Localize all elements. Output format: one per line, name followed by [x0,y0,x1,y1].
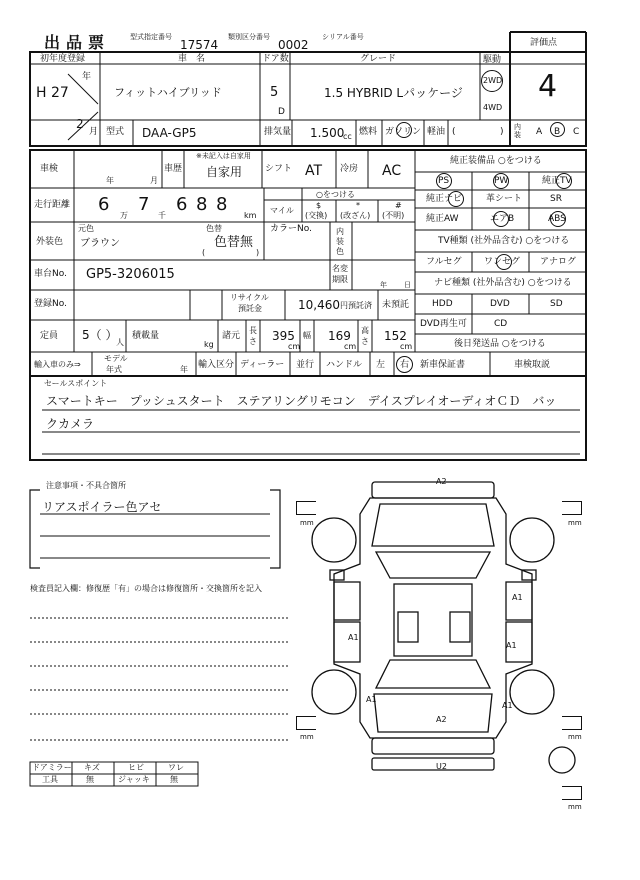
mileage-unit: km [244,211,257,220]
category-no-label: 類別区分番号 [228,33,270,41]
equip-abs-circle [550,211,566,227]
history-note: ※未記入は自家用 [196,152,251,160]
mileage-man-unit: 万 [120,211,128,220]
equip-ps: PS [438,176,450,186]
notes-line-1: リアスポイラー色アセ [42,500,162,514]
tire-bracket-rear-left [296,716,316,730]
first-reg-era: H 27 [36,85,69,101]
rating-label: 評価点 [530,38,558,48]
tire-mm-front-right: mm [568,519,582,527]
equipment-title: 純正装備品 ○をつける [450,156,542,166]
equip-navi-circle [448,191,464,207]
tv-oneseg: ワンセグ [484,257,521,267]
legend-jack: ジャッキ [118,775,150,784]
mileage-digit-2: 7 [138,194,150,215]
equip-airbag-circle [493,211,509,227]
exchange-symbol: $ [316,201,322,210]
name-change-label-2: 期限 [332,275,348,284]
mileage-sen-unit: 千 [158,211,166,220]
cooler: AC [382,163,402,179]
interior-label: 内装 [514,123,521,139]
legend-break: ワレ [168,763,184,772]
interior-b-circle [550,122,565,137]
damage-mark-left-rear-door: A1 [348,633,359,642]
navi-hdd: HDD [432,299,453,309]
width-unit: cm [344,342,357,351]
unknown-symbol: # [395,201,402,210]
displacement: 1.500 [310,126,345,140]
height-value: 152 [384,329,407,343]
color-label: 外装色 [36,237,64,247]
navi-cd: CD [494,319,508,329]
shift-label: シフト [265,164,293,174]
repaint-value: 色替無 [214,235,254,250]
mileage-label: 走行距離 [34,200,71,210]
width-label: 幅 [303,331,311,340]
equip-ps-circle [436,173,452,189]
legend-jack-value: 無 [170,775,178,784]
chassis-label: 車台No. [34,269,67,279]
original-color: ブラウン [80,238,120,249]
damage-mark-left-quarter: A1 [366,695,377,704]
navi-dvd: DVD [490,299,510,309]
tire-mm-rear-right: mm [568,733,582,741]
height-label-2: さ [361,337,369,346]
model-year-label-2: 年式 [106,365,122,374]
height-label-1: 高 [361,326,369,335]
original-color-label: 元色 [78,224,94,233]
tire-bracket-spare [562,786,582,800]
import-parallel: 並行 [296,360,315,370]
history: 自家用 [206,165,243,179]
damage-mark-right-quarter: A1 [502,701,513,710]
length-value: 395 [272,329,295,343]
damage-mark-undercover: U2 [436,762,447,771]
model-year-unit: 年 [180,365,188,374]
model: DAA-GP5 [142,126,197,140]
equip-airbag: エアB [490,214,515,224]
fuel-light-oil: 軽油 [427,127,446,137]
load-unit: kg [204,340,214,349]
fuel-paren-close: ) [500,127,504,137]
tire-mm-spare: mm [568,803,582,811]
inspector-label: 検査員記入欄：修復歴「有」の場合は修復箇所・交換箇所を記入 [30,584,262,593]
handle-right: 右 [400,360,410,370]
repaint-label: 色替 [206,224,222,233]
recycle-unit: 円預託済 [340,301,372,310]
doors-label: ドア数 [262,54,289,64]
damage-mark-right-front-door: A1 [512,593,523,602]
shift: AT [305,163,323,179]
serial-label: シリアル番号 [322,33,364,41]
dims-label: 諸元 [222,331,241,341]
mile-option: マイル [270,206,294,215]
color-no-label: カラーNo. [270,224,312,234]
tv-title: TV種類 (社外品含む) ○をつける [438,236,570,246]
car-name: フィットハイブリッド [114,86,222,99]
tv-analog: アナログ [540,257,577,267]
grade: 1.5 HYBRID Lパッケージ [324,86,463,100]
car-name-label: 車 名 [178,54,206,64]
first-reg-label: 初年度登録 [40,54,86,64]
mileage-digit-5: 8 [216,194,228,215]
equip-pw: PW [494,176,509,186]
fuel-gasoline-circle [396,122,412,138]
first-reg-month: 2 [76,117,84,131]
interior-c: C [573,127,580,137]
shaken-label: 車検 [40,164,59,174]
equip-pw-circle [493,173,509,189]
tv-oneseg-circle [496,254,512,270]
legend-crack: ヒビ [128,763,144,772]
equip-navi: 純正ナビ [426,194,463,204]
height-unit: cm [400,342,413,351]
cooler-label: 冷房 [340,164,359,174]
doors-count: 5 [270,85,279,100]
name-change-label-1: 名変 [332,264,348,273]
equip-tv: 純正TV [542,176,572,186]
handle-right-circle [396,356,413,373]
fuel-label: 燃料 [359,127,378,137]
legend-door-mirror: ドアミラー [32,763,72,772]
displacement-unit: cc [343,132,352,141]
damage-mark-right-rear-door: A1 [506,641,517,650]
tampered-option: (改ざん) [340,211,371,220]
interior-a: A [536,127,543,137]
recycle-label-2: 預託金 [238,304,262,313]
recycle-amount: 10,460 [298,298,340,312]
year-unit: 年 [82,72,92,82]
fuel-gasoline: ガソリン [385,127,422,137]
tampered-symbol: * [356,201,360,210]
tire-mm-front-left: mm [300,519,314,527]
repaint-paren-open: ( [202,248,206,257]
history-label: 車歴 [164,164,183,174]
handle-label: ハンドル [326,360,363,370]
equip-abs: ABS [548,214,566,224]
name-change-day: 日 [404,281,411,289]
tv-fullseg: フルセグ [426,257,462,267]
capacity-label: 定員 [40,331,59,341]
mileage-digit-3: 6 [176,194,188,215]
type-no-label: 型式指定番号 [130,33,172,41]
capacity-unit: 人 [116,338,124,347]
import-dealer: ディーラー [240,360,285,370]
unknown-option: (不明) [382,211,405,220]
later-item-manual: 車検取説 [514,360,551,370]
category-no: 0002 [278,38,309,52]
handle-left: 左 [376,360,386,370]
navi-dvd-play: DVD再生可 [420,319,467,329]
exchange-option: (交換) [305,211,328,220]
equip-sr: SR [550,194,562,204]
repaint-paren-close: ) [256,248,260,257]
displacement-label: 排気量 [264,127,292,137]
interior-color-label-3: 色 [336,247,344,256]
equip-tv-circle [556,173,572,189]
chassis-number: GP5-3206015 [86,267,175,282]
month-unit: 月 [89,127,99,137]
drive-2wd-circle [481,70,503,92]
model-year-label-1: モデル [104,354,128,363]
reg-no-label: 登録No. [34,299,67,309]
later-item-warranty: 新車保証書 [420,360,466,370]
import-only-label: 輸入車のみ⇒ [34,360,81,369]
import-category-label: 輸入区分 [198,360,235,370]
equip-leather: 革シート [486,194,523,204]
sales-point-line-1: スマートキー プッシュスタート ステアリングリモコン デイスプレイオーディオＣＤ バッ [46,394,557,408]
sheet-title: 出品票 [44,33,111,52]
rating-score: 4 [538,69,558,104]
interior-b: B [554,127,561,137]
length-unit: cm [288,342,301,351]
grade-label: グレード [360,54,397,64]
tire-bracket-front-left [296,501,316,515]
shaken-year-unit: 年 [106,176,114,185]
door-type: D [278,107,285,117]
sales-point-label: セールスポイント [44,379,108,388]
shaken-month-unit: 月 [150,176,158,185]
type-no: 17574 [180,38,219,52]
interior-color-label-1: 内 [336,227,344,236]
tire-mm-rear-left: mm [300,733,314,741]
tire-bracket-front-right [562,501,582,515]
drive-4wd: 4WD [483,103,503,112]
model-label: 型式 [106,127,125,137]
damage-mark-trunk: A2 [436,715,447,724]
navi-title: ナビ種類 (社外品含む) ○をつける [434,278,572,288]
mileage-circle-note: ○をつける [316,190,355,199]
mileage-digit-4: 8 [196,194,208,215]
length-label-2: さ [249,337,257,346]
recycle-status: 未預託 [382,300,410,310]
drive-label: 駆動 [483,55,502,65]
sales-point-line-2: クカメラ [46,417,95,431]
equip-aw: 純正AW [426,214,459,224]
fuel-paren-open: ( [452,127,456,137]
legend-tools: 工具 [42,775,58,784]
drive-2wd: 2WD [483,76,503,85]
later-title: 後日発送品 ○をつける [454,339,546,349]
legend-scratch: キズ [84,763,100,772]
notes-label: 注意事項・不具合箇所 [46,481,126,490]
car-diagram [300,474,580,774]
damage-mark-front-bumper: A2 [436,477,447,486]
interior-color-label-2: 装 [336,237,344,246]
load-label: 積載量 [132,331,160,341]
capacity: 5（ ） [82,328,118,342]
mileage-digit-1: 6 [98,194,110,215]
width-value: 169 [328,329,351,343]
tire-bracket-rear-right [562,716,582,730]
recycle-label-1: リサイクル [230,293,269,302]
legend-tools-value: 無 [86,775,94,784]
length-label-1: 長 [249,326,257,335]
navi-sd: SD [550,299,563,309]
name-change-year: 年 [380,281,387,289]
